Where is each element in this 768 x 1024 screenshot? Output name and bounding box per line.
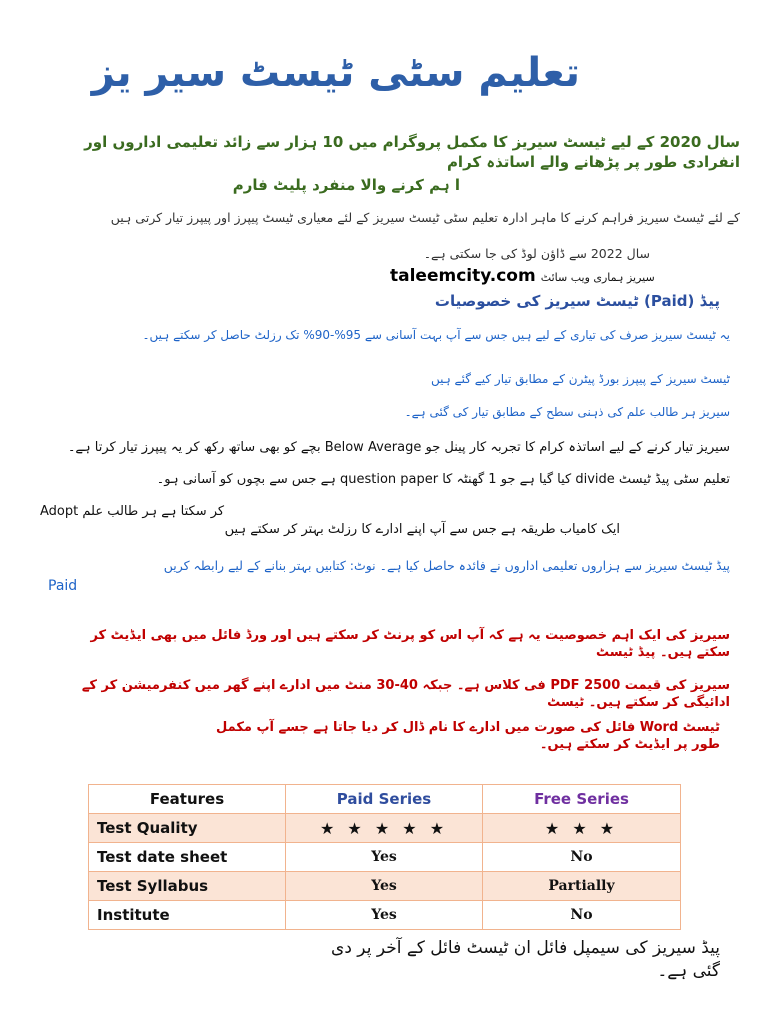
website-row [390,265,690,287]
paid-note-prefix: Paid [48,578,78,594]
blue-point-1: یہ ٹیسٹ سیریز صرف کی تیاری کے لیے ہیں جس سے آپ بہت آسانی سے 95%-90% تک رزلٹ حاصل کر سکتے ہیں۔ [142,328,730,342]
black-point-4: ایک کامیاب طریقہ ہے جس سے آپ اپنے ادارے کا رزلٹ بہتر کر سکتے ہیں [224,522,620,537]
red-point-2: سیریز کی قیمت 2500 PDF فی کلاس ہے۔ جبکہ 40-30 منٹ میں ادارے اپنے گھر میں کنفرمیشن کر کے ادائیگی کر سکتے ہیں۔ ٹیسٹ [81,678,730,710]
paid-value: Yes [286,901,483,930]
table-row [89,814,681,843]
header-free-series: Free Series [483,785,681,814]
intro-line-3: کے لئے ٹیسٹ سیریز فراہم کرنے کا ماہر ادارہ تعلیم سٹی ٹیسٹ سیریز کے لئے معیاری ٹیسٹ پیپرز اور پیپرز تیار کرتی ہیں [110,210,740,225]
red-point-1: سیریز کی ایک اہم خصوصیت یہ ہے کہ آپ اس کو پرنٹ کر سکتے ہیں اور ورڈ فائل میں بھی ایڈیٹ کر سکتے ہیں۔ پیڈ ٹیسٹ [90,628,730,660]
footer-note: پیڈ سیریز کی سیمپل فائل ان ٹیسٹ فائل کے آخر پر دی گئی ہے۔ [331,938,720,981]
black-point-3: Adopt کر سکتا ہے ہر طالب علم [40,504,225,519]
free-value: No [483,901,681,930]
table-row [89,901,681,930]
intro-line-1: سال 2020 کے لیے ٹیسٹ سیریز کا مکمل پروگرام میں 10 ہزار سے زائد تعلیمی اداروں اور انفرادی طور پر پڑھانے والے اساتذہ کرام [84,133,740,171]
row-feature: Institute [89,901,286,930]
features-heading: پیڈ (Paid) ٹیسٹ سیریز کی خصوصیات [434,292,720,310]
page-title: تعلیم سٹی ٹیسٹ سیر یز [91,50,580,96]
paid-note-text: پیڈ ٹیسٹ سیریز سے ہزاروں تعلیمی اداروں نے فائدہ حاصل کیا ہے۔ نوٹ: کتابیں بہتر بنانے کے لیے رابطہ کریں [163,558,730,573]
free-value: No [483,843,681,872]
paid-rating: ★ ★ ★ ★ ★ [286,814,483,843]
website-link[interactable]: taleemcity.com [390,266,536,286]
black-point-1: سیریز تیار کرنے کے لیے اساتذہ کرام کا تجربہ کار پینل جو Below Average بچے کو بھی ساتھ رکھ کر یہ پیپرز تیار کرتا ہے۔ [67,440,730,455]
paid-value: Yes [286,872,483,901]
red-point-3: ٹیسٹ Word فائل کی صورت میں ادارے کا نام ڈال کر دیا جاتا ہے جسے آپ مکمل طور پر ایڈیٹ کر سکتے ہیں۔ [216,720,720,752]
blue-point-3: سیریز ہر طالب علم کی ذہنی سطح کے مطابق تیار کی گئی ہے۔ [404,405,730,419]
black-point-2: تعلیم سٹی پیڈ ٹیسٹ divide کیا گیا ہے جو 1 گھنٹہ کا question paper ہے جس سے بچوں کو آسانی ہو۔ [156,472,730,487]
website-prefix: سیریز ہماری ویب سائٹ [540,271,655,284]
table-header-row [89,785,681,814]
header-features: Features [89,785,286,814]
blue-point-2: ٹیسٹ سیریز کے پیپرز بورڈ پیٹرن کے مطابق تیار کیے گئے ہیں [430,372,730,386]
intro-line-2: ا ہم کرنے والا منفرد پلیٹ فارم [232,176,460,194]
table-row [89,872,681,901]
row-feature: Test Syllabus [89,872,286,901]
free-rating: ★ ★ ★ [483,814,681,843]
row-feature: Test date sheet [89,843,286,872]
paid-value: Yes [286,843,483,872]
intro-line-4: سال 2022 سے ڈاؤن لوڈ کی جا سکتی ہے۔ [423,246,650,261]
free-value: Partially [483,872,681,901]
row-feature: Test Quality [89,814,286,843]
header-paid-series: Paid Series [286,785,483,814]
table-row [89,843,681,872]
comparison-table [88,784,681,930]
